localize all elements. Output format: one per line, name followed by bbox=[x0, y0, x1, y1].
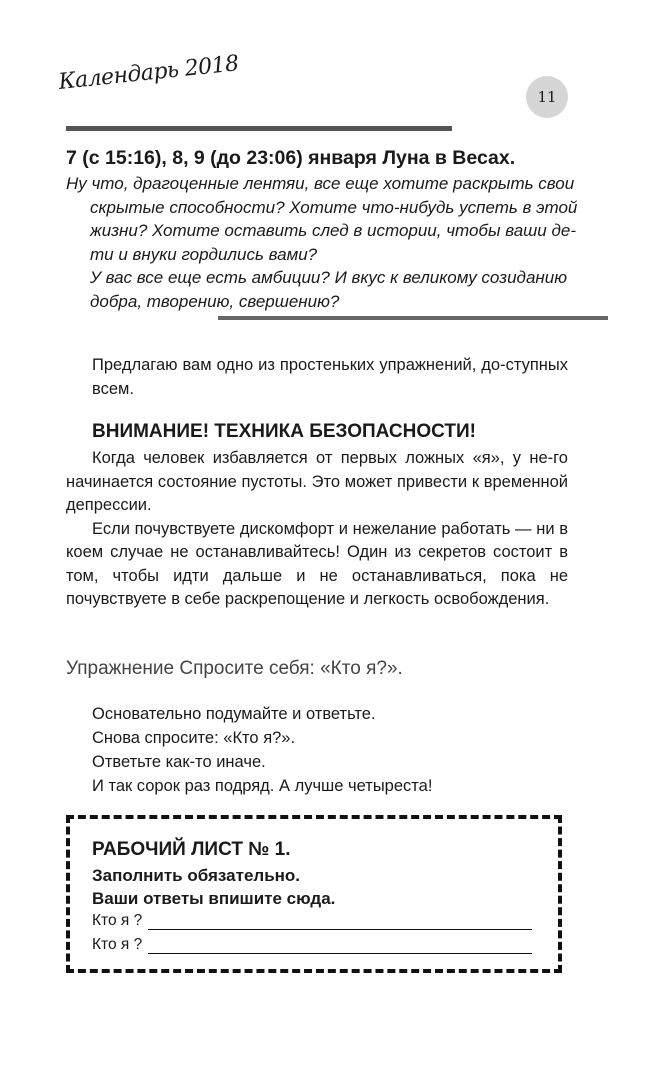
offer-paragraph: Предлагаю вам одно из простеньких упражнений, до-ступных всем. bbox=[92, 356, 568, 398]
header-divider bbox=[66, 126, 452, 131]
answer-prompt: Кто я ? bbox=[92, 936, 143, 953]
worksheet-title: РАБОЧИЙ ЛИСТ № 1. bbox=[92, 839, 291, 860]
intro-questions bbox=[66, 172, 612, 313]
book-logo: Календарь 2018 bbox=[57, 51, 240, 95]
exercise-step: Основательно подумайте и ответьте. bbox=[92, 705, 376, 723]
exercise-step: Ответьте как-то иначе. bbox=[92, 753, 266, 771]
warning-paragraph: Когда человек избавляется от первых ложных «я», у не-го начинается состояние пустоты. Это может привести к временной депрессии. bbox=[66, 449, 568, 514]
exercise-heading: Упражнение Спросите себя: «Кто я?». bbox=[66, 658, 403, 679]
moon-phase-title: 7 (с 15:16), 8, 9 (до 23:06) января Луна в Весах. bbox=[66, 147, 516, 169]
answer-line[interactable] bbox=[148, 913, 532, 930]
worksheet-instructions bbox=[92, 864, 335, 910]
intro-line: скрытые способности? Хотите что-нибудь успеть в этой bbox=[90, 197, 578, 217]
worksheet-subtitle: Ваши ответы впишите сюда. bbox=[92, 889, 336, 908]
exercise-step: Снова спросите: «Кто я?». bbox=[92, 729, 296, 747]
answer-line[interactable] bbox=[148, 937, 532, 954]
worksheet-answer-row bbox=[92, 936, 532, 954]
section-divider bbox=[218, 316, 608, 320]
warning-heading: ВНИМАНИЕ! ТЕХНИКА БЕЗОПАСНОСТИ! bbox=[92, 421, 476, 442]
worksheet-subtitle: Заполнить обязательно. bbox=[92, 866, 301, 885]
intro-line: У вас все еще есть амбиции? И вкус к великому созиданию bbox=[90, 268, 567, 287]
worksheet-answer-row bbox=[92, 912, 532, 930]
intro-line: Ну что, драгоценные лентяи, все еще хотите раскрыть свои bbox=[66, 174, 575, 193]
intro-line: ти и внуки гордились вами? bbox=[90, 244, 318, 264]
warning-text bbox=[66, 447, 568, 612]
exercise-steps bbox=[92, 702, 432, 798]
page-number-badge bbox=[526, 76, 568, 118]
answer-prompt: Кто я ? bbox=[92, 912, 143, 929]
intro-line: добра, творению, свершению? bbox=[90, 291, 340, 311]
warning-paragraph: Если почувствуете дискомфорт и нежелание работать — ни в коем случае не останавливайтесь! Один из секретов состоит в том, чтобы идти дальше и не останавливаться, пока не почувствуете в себе раскрепощение и легкость освобождения. bbox=[66, 519, 568, 608]
exercise-step: И так сорок раз подряд. А лучше четыреста! bbox=[92, 777, 433, 795]
page-number: 11 bbox=[537, 88, 557, 106]
intro-line: жизни? Хотите оставить след в истории, чтобы ваши де- bbox=[90, 221, 576, 240]
